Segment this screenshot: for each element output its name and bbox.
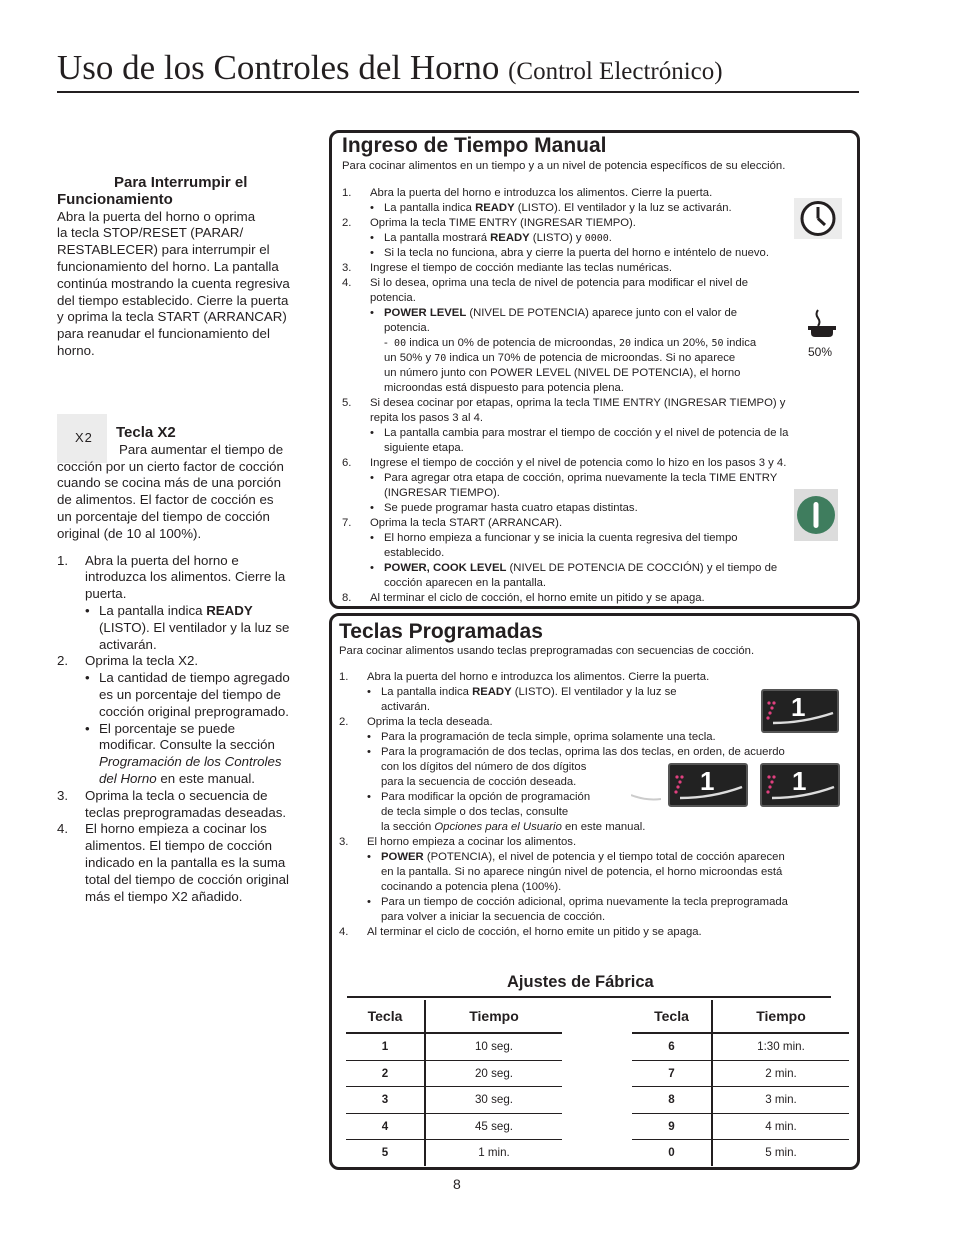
manual-time-title: Ingreso de Tiempo Manual — [342, 134, 607, 157]
manual-step-4: 4. Si lo desea, oprima una tecla de nivel de potencia para modificar el nivel de potencia. • POWER LEVEL (NIVEL DE POTENCIA) aparece junto con el valor de potencia. - 00 indica un 0% de potencia de microondas, 20 indica un 20%, 50 indica un 50% y 70 indica un 70% de potencia de microondas. Si no aparece un número junto con POWER LEVEL (NIVEL DE POTENCIA), el horno microondas está dispuesto para potencia plena. — [342, 276, 842, 396]
clock-icon — [794, 198, 842, 239]
table-row: 6 1:30 min. — [632, 1033, 849, 1060]
programmed-keys-title: Teclas Programadas — [339, 620, 543, 643]
x2-line: cocción por un cierto factor de cocción — [57, 458, 284, 474]
power-level-pot-icon — [806, 307, 838, 339]
prog-step-2-bullet: • Para modificar la opción de programación de tecla simple o dos teclas, consulte la sección Opciones para el Usuario en este manual. — [367, 790, 839, 835]
prog-step-2: 2. Oprima la tecla deseada. • Para la programación de tecla simple, oprima solamente una tecla. • Para la programación de dos teclas, oprima las dos teclas, en orden, de acuerdo con los dígitos del número de dos dígitos para la secuencia de cocción deseada. • Para modificar la opción de programación de tecla simple o dos teclas, consulte la sección Opciones para el Usuario en este manual. — [339, 715, 839, 835]
manual-step-6-bullet: • Se puede programar hasta cuatro etapas distintas. — [370, 501, 842, 516]
factory-table-left — [346, 1000, 562, 1166]
programmed-keys-intro: Para cocinar alimentos usando teclas preprogramadas con secuencias de cocción. — [339, 645, 755, 657]
power-level-label: 50% — [808, 345, 833, 359]
title-divider — [57, 91, 859, 93]
prog-step-1-bullet: • La pantalla indica READY (LISTO). El ventilador y la luz se activarán. — [367, 685, 839, 715]
x2-line: cuando se cocina más de una porción — [57, 475, 281, 491]
key-swoosh-icon — [631, 783, 661, 803]
x2-line: Para aumentar el tiempo de — [119, 441, 284, 457]
title-sub: (Control Electrónico) — [508, 58, 723, 85]
manual-step-1: 1. Abra la puerta del horno e introduzca los alimentos. Cierre la puerta. • La pantalla indica READY (LISTO). El ventilador y la luz se activarán. — [342, 186, 842, 216]
prog-step-3-bullet: • POWER (POTENCIA), el nivel de potencia y el tiempo total de cocción aparecen en la pantalla. Si no aparece ningún nivel de potencia, el horno microondas está cocinando a potencia plena (100%). — [367, 850, 839, 895]
column-header: Tecla — [632, 1000, 712, 1033]
column-header: Tiempo — [425, 1000, 562, 1033]
manual-time-box — [329, 130, 860, 609]
table-row: 8 3 min. — [632, 1087, 849, 1114]
prog-step-1: 1. Abra la puerta del horno e introduzca los alimentos. Cierre la puerta. • La pantalla indica READY (LISTO). El ventilador y la luz se activarán. — [339, 670, 839, 715]
prog-step-3: 3. El horno empieza a cocinar los alimentos. • POWER (POTENCIA), el nivel de potencia y el tiempo total de cocción aparecen en la pantalla. Si no aparece ningún nivel de potencia, el horno microondas está cocinando a potencia plena (100%). • Para un tiempo de cocción adicional, oprima nuevamente la tecla preprogramada para volver a iniciar la secuencia de cocción. — [339, 835, 839, 925]
x2-step-3: 3. Oprima la tecla o secuencia de teclas preprogramadas deseadas. — [57, 787, 287, 820]
manual-time-intro: Para cocinar alimentos en un tiempo y a un nivel de potencia específicos de su elección. — [342, 160, 786, 172]
manual-step-2-bullet: • Si la tecla no funciona, abra y cierre la puerta del horno e inténtelo de nuevo. — [370, 246, 842, 261]
manual-step-7-bullet: • POWER, COOK LEVEL (NIVEL DE POTENCIA DE COCCIÓN) y el tiempo de cocción aparecen en la pantalla. — [370, 561, 842, 591]
interrupt-line: funcionamiento del horno. La pantalla — [57, 258, 279, 274]
factory-table-right — [632, 1000, 849, 1166]
factory-settings-title: Ajustes de Fábrica — [507, 973, 654, 991]
table-row: 7 2 min. — [632, 1060, 849, 1087]
table-row: 3 30 seg. — [346, 1087, 562, 1114]
x2-step-4: 4. El horno empieza a cocinar los alimentos. El tiempo de cocción indicado en la pantalla es la suma total del tiempo de cocción original más el tiempo X2 añadido. — [57, 821, 290, 904]
interrupt-line: continúa mostrando la cuenta regresiva — [57, 275, 290, 291]
column-header: Tecla — [346, 1000, 425, 1033]
x2-heading: Tecla X2 — [116, 424, 176, 441]
interrupt-heading-1: Para Interrumpir el — [114, 174, 248, 191]
start-key-icon — [794, 489, 838, 541]
program-key-1-icon: 1 — [761, 689, 839, 733]
column-header: Tiempo — [712, 1000, 849, 1033]
x2-step-1-bullet: • La pantalla indica READY (LISTO). El ventilador y la luz se activarán. — [85, 603, 307, 653]
interrupt-heading-2: Funcionamiento — [57, 190, 173, 208]
x2-step-2-bullet: • La cantidad de tiempo agregado es un porcentaje del tiempo de cocción original preprogramado. — [85, 670, 307, 720]
prog-step-2-bullet: • Para la programación de tecla simple, oprima solamente una tecla. — [367, 730, 839, 745]
table-row: 0 5 min. — [632, 1140, 849, 1166]
table-row: 4 45 seg. — [346, 1113, 562, 1140]
x2-line: original (de 10 al 100%). — [57, 525, 202, 541]
interrupt-line: Abra la puerta del horno o oprima — [57, 208, 256, 224]
x2-key-label: X2 — [75, 430, 93, 445]
display-digits: 0000 — [584, 233, 609, 244]
table-row: 5 1 min. — [346, 1140, 562, 1166]
prog-step-2-bullet: • Para la programación de dos teclas, oprima las dos teclas, en orden, de acuerdo con los dígitos del número de dos dígitos para la secuencia de cocción deseada. — [367, 745, 839, 790]
x2-step-1: 1. Abra la puerta del horno e introduzca los alimentos. Cierre la puerta. • La pantalla indica READY (LISTO). El ventilador y la luz se activarán. — [57, 553, 307, 654]
x2-step-2: 2. Oprima la tecla X2. • La cantidad de tiempo agregado es un porcentaje del tiempo de cocción original preprogramado. • El porcentaje se puede modificar. Consulte la sección Programación de los Controles del Horno en este manual. — [57, 653, 307, 787]
manual-step-4-dash: - 00 indica un 0% de potencia de microondas, 20 indica un 20%, 50 indica un 50% y 70 indica un 70% de potencia de microondas. Si no aparece un número junto con POWER LEVEL (NIVEL DE POTENCIA), el horno microondas está dispuesto para potencia plena. — [384, 337, 757, 394]
manual-step-5-bullet: • La pantalla cambia para mostrar el tiempo de cocción y el nivel de potencia de la siguiente etapa. — [370, 426, 842, 456]
x2-section — [57, 425, 307, 905]
factory-settings-rule — [347, 996, 831, 998]
manual-step-2: 2. Oprima la tecla TIME ENTRY (INGRESAR TIEMPO). • La pantalla mostrará READY (LISTO) y 0000. • Si la tecla no funciona, abra y cierre la puerta del horno e inténtelo de nuevo. — [342, 216, 842, 261]
x2-line: un porcentaje del tiempo de cocción — [57, 508, 270, 524]
prog-step-4: 4. Al terminar el ciclo de cocción, el horno emite un pitido y se apaga. — [339, 926, 702, 938]
interrupt-line: la tecla STOP/RESET (PARAR/ — [57, 225, 244, 241]
manual-step-6: 6. Ingrese el tiempo de cocción y el nivel de potencia como lo hizo en los pasos 3 y 4. • Para agregar otra etapa de cocción, oprima nuevamente la tecla TIME ENTRY (INGRESAR TIEMPO). • Se puede programar hasta cuatro etapas distintas. — [342, 456, 842, 516]
table-row: 2 20 seg. — [346, 1060, 562, 1087]
interrupt-line: y oprima la tecla START (ARRANCAR) — [57, 309, 287, 325]
interrupt-line: RESTABLECER) para interrumpir el — [57, 242, 270, 258]
manual-step-8: 8. Al terminar el ciclo de cocción, el horno emite un pitido y se apaga. — [342, 592, 705, 604]
program-key-1-icon: 1 — [760, 763, 840, 807]
manual-step-7: 7. Oprima la tecla START (ARRANCAR). • El horno empieza a funcionar y se inicia la cuenta regresiva del tiempo establecido. • POWER, COOK LEVEL (NIVEL DE POTENCIA DE COCCIÓN) y el tiempo de cocción aparecen en la pantalla. — [342, 516, 842, 591]
table-row: 9 4 min. — [632, 1113, 849, 1140]
interrupt-section — [57, 175, 307, 360]
interrupt-line: del tiempo establecido. Cierre la puerta — [57, 292, 289, 308]
prog-step-3-bullet: • Para un tiempo de cocción adicional, oprima nuevamente la tecla preprogramada para volver a iniciar la secuencia de cocción. — [367, 895, 839, 925]
manual-step-7-bullet: • El horno empieza a funcionar y se inicia la cuenta regresiva del tiempo establecido. — [370, 531, 842, 561]
manual-step-4-bullet: • POWER LEVEL (NIVEL DE POTENCIA) aparece junto con el valor de potencia. — [370, 306, 842, 336]
x2-step-2-bullet: • El porcentaje se puede modificar. Consulte la sección Programación de los Controles del Horno en este manual. — [85, 721, 307, 788]
manual-step-5: 5. Si desea cocinar por etapas, oprima la tecla TIME ENTRY (INGRESAR TIEMPO) y repita los pasos 3 al 4. • La pantalla cambia para mostrar el tiempo de cocción y el nivel de potencia de la siguiente etapa. — [342, 396, 842, 456]
page-number: 8 — [453, 1176, 461, 1192]
manual-step-6-bullet: • Para agregar otra etapa de cocción, oprima nuevamente la tecla TIME ENTRY (INGRESAR TIEMPO). — [370, 471, 842, 501]
program-key-1-icon: 1 — [668, 763, 748, 807]
title-main: Uso de los Controles del Horno — [57, 48, 500, 87]
manual-step-3: 3. Ingrese el tiempo de cocción mediante las teclas numéricas. — [342, 262, 673, 274]
table-row: 1 10 seg. — [346, 1033, 562, 1060]
interrupt-line: para reanudar el funcionamiento del — [57, 326, 270, 342]
interrupt-line: horno. — [57, 342, 95, 358]
page-title — [57, 48, 723, 88]
manual-step-1-bullet: • La pantalla indica READY (LISTO). El ventilador y la luz se activarán. — [370, 201, 842, 216]
manual-step-2-bullet: • La pantalla mostrará READY (LISTO) y 0000. — [370, 231, 842, 246]
x2-line: de alimentos. El factor de cocción es — [57, 492, 274, 508]
